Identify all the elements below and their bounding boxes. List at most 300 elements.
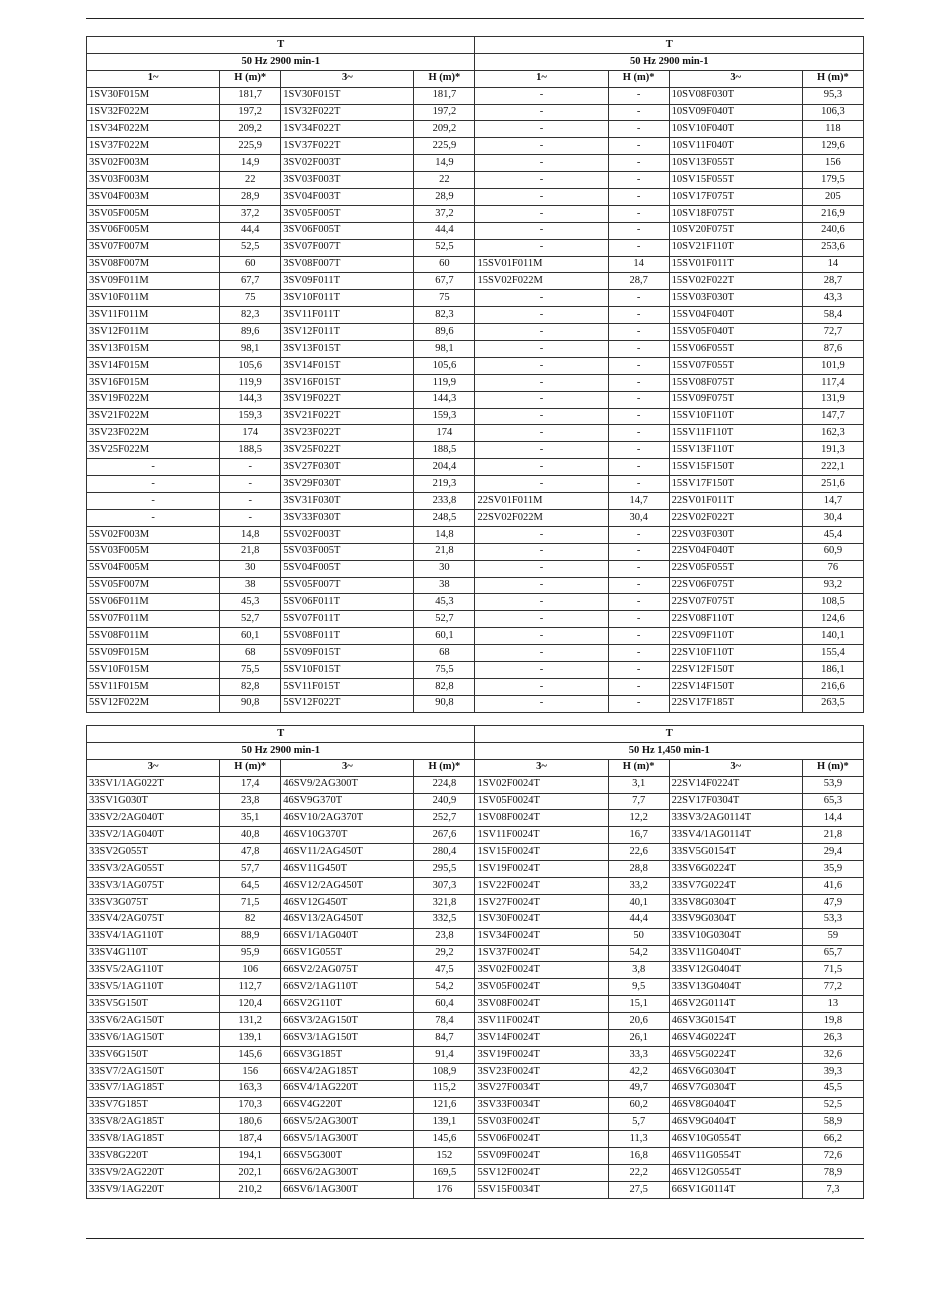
head-cell: 188,5: [414, 442, 475, 459]
head-cell: 43,3: [802, 290, 863, 307]
table-row: [87, 104, 864, 121]
head-cell: 82: [220, 911, 281, 928]
model-cell: 22SV07F075T: [669, 594, 802, 611]
table-row: [87, 341, 864, 358]
model-cell: 1SV37F0024T: [475, 945, 608, 962]
model-cell: 1SV22F0024T: [475, 878, 608, 895]
model-cell: 5SV08F011M: [87, 628, 220, 645]
table-row: [87, 459, 864, 476]
head-cell: -: [608, 577, 669, 594]
model-cell: 22SV14F0224T: [669, 776, 802, 793]
model-cell: 46SV6G0304T: [669, 1063, 802, 1080]
table-row: [87, 374, 864, 391]
head-cell: -: [608, 239, 669, 256]
model-cell: 15SV08F075T: [669, 374, 802, 391]
section-title-left: T: [87, 726, 475, 743]
head-cell: -: [608, 678, 669, 695]
model-cell: 3SV29F030T: [281, 476, 414, 493]
model-cell: 22SV03F030T: [669, 526, 802, 543]
head-cell: 60,9: [802, 543, 863, 560]
head-cell: 53,9: [802, 776, 863, 793]
model-cell: 3SV12F011M: [87, 324, 220, 341]
model-cell: 10SV13F055T: [669, 155, 802, 172]
head-cell: 71,5: [802, 962, 863, 979]
model-cell: 5SV02F003M: [87, 526, 220, 543]
column-header: H (m)*: [608, 70, 669, 87]
head-cell: 37,2: [414, 205, 475, 222]
model-cell: 46SV8G0404T: [669, 1097, 802, 1114]
head-cell: 252,7: [414, 810, 475, 827]
head-cell: 66,2: [802, 1131, 863, 1148]
head-cell: 263,5: [802, 695, 863, 712]
head-cell: 156: [220, 1063, 281, 1080]
head-cell: 20,6: [608, 1013, 669, 1030]
column-header: H (m)*: [414, 70, 475, 87]
head-cell: 40,8: [220, 827, 281, 844]
model-cell: 33SV13G0404T: [669, 979, 802, 996]
model-cell: -: [475, 661, 608, 678]
model-cell: 33SV12G0404T: [669, 962, 802, 979]
model-cell: -: [475, 104, 608, 121]
model-cell: 3SV03F003M: [87, 172, 220, 189]
head-cell: -: [608, 526, 669, 543]
table-row: [87, 810, 864, 827]
model-cell: 5SV10F015T: [281, 661, 414, 678]
head-cell: -: [220, 509, 281, 526]
head-cell: 67,7: [220, 273, 281, 290]
head-cell: -: [608, 560, 669, 577]
head-cell: 90,8: [220, 695, 281, 712]
head-cell: 332,5: [414, 911, 475, 928]
head-cell: 60,1: [414, 628, 475, 645]
head-cell: 59: [802, 928, 863, 945]
model-cell: 33SV8G0304T: [669, 894, 802, 911]
head-cell: 194,1: [220, 1148, 281, 1165]
head-cell: -: [220, 459, 281, 476]
model-cell: -: [475, 155, 608, 172]
head-cell: 129,6: [802, 138, 863, 155]
model-cell: 3SV11F0024T: [475, 1013, 608, 1030]
head-cell: 147,7: [802, 408, 863, 425]
head-cell: 75: [220, 290, 281, 307]
model-cell: -: [87, 459, 220, 476]
head-cell: 162,3: [802, 425, 863, 442]
head-cell: 38: [414, 577, 475, 594]
model-cell: 15SV06F055T: [669, 341, 802, 358]
head-cell: 50: [608, 928, 669, 945]
model-cell: 10SV11F040T: [669, 138, 802, 155]
model-cell: 22SV17F185T: [669, 695, 802, 712]
model-cell: 46SV9G0404T: [669, 1114, 802, 1131]
head-cell: 170,3: [220, 1097, 281, 1114]
head-cell: 120,4: [220, 996, 281, 1013]
head-cell: 26,3: [802, 1030, 863, 1047]
head-cell: 307,3: [414, 878, 475, 895]
head-cell: 95,3: [802, 87, 863, 104]
model-cell: 10SV17F075T: [669, 189, 802, 206]
model-cell: -: [475, 357, 608, 374]
head-cell: 204,4: [414, 459, 475, 476]
model-cell: 10SV21F110T: [669, 239, 802, 256]
table-row: [87, 1030, 864, 1047]
table-row: [87, 205, 864, 222]
head-cell: 30: [220, 560, 281, 577]
model-cell: 46SV13/2AG450T: [281, 911, 414, 928]
head-cell: -: [608, 391, 669, 408]
model-cell: 33SV5G150T: [87, 996, 220, 1013]
model-cell: 3SV07F007T: [281, 239, 414, 256]
head-cell: -: [608, 645, 669, 662]
head-cell: 45,3: [414, 594, 475, 611]
model-cell: 1SV30F015T: [281, 87, 414, 104]
model-cell: 1SV11F0024T: [475, 827, 608, 844]
head-cell: -: [608, 87, 669, 104]
head-cell: 187,4: [220, 1131, 281, 1148]
model-cell: 5SV09F015T: [281, 645, 414, 662]
head-cell: 3,1: [608, 776, 669, 793]
model-cell: 5SV06F011T: [281, 594, 414, 611]
model-cell: 3SV03F003T: [281, 172, 414, 189]
model-cell: 15SV02F022T: [669, 273, 802, 290]
head-cell: 209,2: [414, 121, 475, 138]
model-cell: 3SV27F030T: [281, 459, 414, 476]
head-cell: -: [608, 442, 669, 459]
head-cell: 41,6: [802, 878, 863, 895]
frequency-left: 50 Hz 2900 min-1: [87, 53, 475, 70]
head-cell: 131,2: [220, 1013, 281, 1030]
model-cell: 1SV34F022T: [281, 121, 414, 138]
model-cell: 3SV06F005T: [281, 222, 414, 239]
model-cell: 3SV27F0034T: [475, 1080, 608, 1097]
table-row: [87, 1080, 864, 1097]
head-cell: 205: [802, 189, 863, 206]
model-cell: 33SV1/1AG022T: [87, 776, 220, 793]
head-cell: 118: [802, 121, 863, 138]
model-cell: 3SV13F015T: [281, 341, 414, 358]
head-cell: 90,8: [414, 695, 475, 712]
head-cell: 28,8: [608, 861, 669, 878]
model-cell: 66SV4/2AG185T: [281, 1063, 414, 1080]
table-row: [87, 894, 864, 911]
top-rule: [86, 18, 864, 19]
head-cell: 21,8: [220, 543, 281, 560]
head-cell: 131,9: [802, 391, 863, 408]
column-header: 1~: [87, 70, 220, 87]
head-cell: 78,4: [414, 1013, 475, 1030]
frequency-right: 50 Hz 2900 min-1: [475, 53, 864, 70]
model-cell: 33SV9/2AG220T: [87, 1165, 220, 1182]
table-row: [87, 628, 864, 645]
head-cell: 145,6: [414, 1131, 475, 1148]
head-cell: -: [608, 172, 669, 189]
head-cell: 216,6: [802, 678, 863, 695]
model-cell: 46SV11/2AG450T: [281, 844, 414, 861]
table-row: [87, 1148, 864, 1165]
model-cell: 33SV7G185T: [87, 1097, 220, 1114]
head-cell: 45,4: [802, 526, 863, 543]
table-row: [87, 1063, 864, 1080]
model-cell: 10SV09F040T: [669, 104, 802, 121]
head-cell: 210,2: [220, 1182, 281, 1199]
model-cell: 33SV5G0154T: [669, 844, 802, 861]
model-cell: 15SV01F011M: [475, 256, 608, 273]
model-cell: -: [475, 594, 608, 611]
table-row: [87, 273, 864, 290]
head-cell: 240,6: [802, 222, 863, 239]
model-cell: 46SV10G370T: [281, 827, 414, 844]
head-cell: 139,1: [414, 1114, 475, 1131]
table-row: [87, 776, 864, 793]
model-cell: 1SV08F0024T: [475, 810, 608, 827]
table-row: [87, 172, 864, 189]
column-header: H (m)*: [414, 759, 475, 776]
model-cell: 66SV6/2AG300T: [281, 1165, 414, 1182]
model-cell: 5SV11F015T: [281, 678, 414, 695]
model-cell: 5SV08F011T: [281, 628, 414, 645]
head-cell: 65,3: [802, 793, 863, 810]
frequency-right: 50 Hz 1,450 min-1: [475, 742, 864, 759]
model-cell: 33SV2G055T: [87, 844, 220, 861]
table-row: [87, 121, 864, 138]
model-cell: 46SV9/2AG300T: [281, 776, 414, 793]
head-cell: 72,6: [802, 1148, 863, 1165]
model-cell: -: [475, 560, 608, 577]
head-cell: 105,6: [220, 357, 281, 374]
head-cell: 78,9: [802, 1165, 863, 1182]
table-row: [87, 844, 864, 861]
head-cell: 30,4: [802, 509, 863, 526]
model-cell: 66SV6/1AG300T: [281, 1182, 414, 1199]
table-row: [87, 678, 864, 695]
model-cell: 3SV09F011T: [281, 273, 414, 290]
model-cell: 15SV11F110T: [669, 425, 802, 442]
table-row: [87, 476, 864, 493]
model-cell: 33SV4/1AG110T: [87, 928, 220, 945]
head-cell: 68: [220, 645, 281, 662]
table-row: [87, 189, 864, 206]
model-cell: 5SV12F0024T: [475, 1165, 608, 1182]
model-cell: -: [87, 476, 220, 493]
head-cell: 60: [414, 256, 475, 273]
frequency-row: [87, 742, 864, 759]
model-cell: 3SV21F022T: [281, 408, 414, 425]
head-cell: 98,1: [220, 341, 281, 358]
column-header: H (m)*: [802, 70, 863, 87]
table-row: [87, 509, 864, 526]
model-cell: -: [475, 695, 608, 712]
model-cell: 5SV03F0024T: [475, 1114, 608, 1131]
model-cell: 10SV08F030T: [669, 87, 802, 104]
model-cell: -: [475, 476, 608, 493]
model-cell: 46SV11G450T: [281, 861, 414, 878]
model-cell: 3SV16F015M: [87, 374, 220, 391]
model-cell: 5SV12F022T: [281, 695, 414, 712]
column-header: 3~: [475, 759, 608, 776]
head-cell: 47,5: [414, 962, 475, 979]
head-cell: 52,5: [414, 239, 475, 256]
table-row: [87, 526, 864, 543]
column-header: H (m)*: [802, 759, 863, 776]
head-cell: 105,6: [414, 357, 475, 374]
head-cell: 82,3: [414, 307, 475, 324]
model-cell: -: [475, 645, 608, 662]
head-cell: 321,8: [414, 894, 475, 911]
table-row: [87, 307, 864, 324]
head-cell: -: [608, 138, 669, 155]
model-cell: 15SV09F075T: [669, 391, 802, 408]
table-row: [87, 661, 864, 678]
head-cell: 222,1: [802, 459, 863, 476]
table-row: [87, 222, 864, 239]
head-cell: 67,7: [414, 273, 475, 290]
head-cell: 191,3: [802, 442, 863, 459]
head-cell: 14,8: [220, 526, 281, 543]
head-cell: -: [608, 357, 669, 374]
table-row: [87, 425, 864, 442]
model-cell: 5SV04F005T: [281, 560, 414, 577]
head-cell: 14: [608, 256, 669, 273]
head-cell: 64,5: [220, 878, 281, 895]
model-cell: 46SV12G0554T: [669, 1165, 802, 1182]
head-cell: 89,6: [220, 324, 281, 341]
model-cell: 33SV9/1AG220T: [87, 1182, 220, 1199]
head-cell: -: [608, 324, 669, 341]
model-cell: 66SV1/1AG040T: [281, 928, 414, 945]
table-row: [87, 1013, 864, 1030]
model-cell: 22SV09F110T: [669, 628, 802, 645]
head-cell: 181,7: [414, 87, 475, 104]
head-cell: 35,9: [802, 861, 863, 878]
head-cell: 35,1: [220, 810, 281, 827]
table-row: [87, 793, 864, 810]
model-cell: 22SV08F110T: [669, 611, 802, 628]
table-row: [87, 996, 864, 1013]
model-cell: 3SV07F007M: [87, 239, 220, 256]
column-header-row: [87, 70, 864, 87]
head-cell: 14,9: [414, 155, 475, 172]
head-cell: 88,9: [220, 928, 281, 945]
head-cell: 47,8: [220, 844, 281, 861]
model-cell: -: [87, 493, 220, 510]
head-cell: 174: [414, 425, 475, 442]
head-cell: 174: [220, 425, 281, 442]
model-cell: 15SV05F040T: [669, 324, 802, 341]
head-cell: 53,3: [802, 911, 863, 928]
model-cell: 15SV10F110T: [669, 408, 802, 425]
head-cell: 82,8: [414, 678, 475, 695]
table-row: [87, 493, 864, 510]
head-cell: 16,8: [608, 1148, 669, 1165]
section-title-right: T: [475, 726, 864, 743]
head-cell: 22,6: [608, 844, 669, 861]
model-cell: 33SV6G150T: [87, 1046, 220, 1063]
model-cell: 33SV8G220T: [87, 1148, 220, 1165]
head-cell: 13: [802, 996, 863, 1013]
model-cell: 22SV01F011M: [475, 493, 608, 510]
table-row: [87, 645, 864, 662]
table-row: [87, 878, 864, 895]
head-cell: 23,8: [220, 793, 281, 810]
model-cell: 33SV1G030T: [87, 793, 220, 810]
model-cell: 5SV07F011M: [87, 611, 220, 628]
head-cell: 11,3: [608, 1131, 669, 1148]
column-header: 3~: [281, 759, 414, 776]
model-cell: 5SV15F0034T: [475, 1182, 608, 1199]
model-cell: 3SV10F011M: [87, 290, 220, 307]
column-header: H (m)*: [608, 759, 669, 776]
head-cell: 156: [802, 155, 863, 172]
model-cell: 1SV30F0024T: [475, 911, 608, 928]
model-cell: -: [475, 222, 608, 239]
model-cell: 33SV7G0224T: [669, 878, 802, 895]
model-cell: -: [475, 290, 608, 307]
head-cell: -: [608, 307, 669, 324]
model-cell: -: [475, 205, 608, 222]
model-cell: 1SV32F022T: [281, 104, 414, 121]
table-row: [87, 695, 864, 712]
head-cell: 54,2: [414, 979, 475, 996]
model-cell: 3SV25F022M: [87, 442, 220, 459]
model-cell: -: [475, 121, 608, 138]
head-cell: 216,9: [802, 205, 863, 222]
head-cell: 219,3: [414, 476, 475, 493]
model-cell: 3SV02F0024T: [475, 962, 608, 979]
head-cell: 17,4: [220, 776, 281, 793]
section-title-row: [87, 37, 864, 54]
table-row: [87, 560, 864, 577]
model-cell: 33SV8/1AG185T: [87, 1131, 220, 1148]
column-header: 3~: [669, 70, 802, 87]
head-cell: 144,3: [414, 391, 475, 408]
model-cell: 5SV05F007T: [281, 577, 414, 594]
table-row: [87, 827, 864, 844]
model-cell: 22SV12F150T: [669, 661, 802, 678]
head-cell: 9,5: [608, 979, 669, 996]
head-cell: -: [608, 425, 669, 442]
head-cell: 22: [414, 172, 475, 189]
head-cell: 77,2: [802, 979, 863, 996]
model-cell: 33SV4/1AG0114T: [669, 827, 802, 844]
model-cell: 5SV04F005M: [87, 560, 220, 577]
model-cell: 3SV23F022T: [281, 425, 414, 442]
head-cell: 186,1: [802, 661, 863, 678]
model-cell: 5SV03F005M: [87, 543, 220, 560]
model-cell: 3SV14F0024T: [475, 1030, 608, 1047]
head-cell: 58,4: [802, 307, 863, 324]
model-cell: 66SV4G220T: [281, 1097, 414, 1114]
head-cell: 89,6: [414, 324, 475, 341]
head-cell: 180,6: [220, 1114, 281, 1131]
model-cell: 1SV15F0024T: [475, 844, 608, 861]
head-cell: -: [608, 611, 669, 628]
model-cell: 3SV02F003M: [87, 155, 220, 172]
head-cell: 95,9: [220, 945, 281, 962]
model-cell: 33SV5/2AG110T: [87, 962, 220, 979]
head-cell: 71,5: [220, 894, 281, 911]
model-cell: 10SV10F040T: [669, 121, 802, 138]
head-cell: 39,3: [802, 1063, 863, 1080]
model-cell: 66SV3G185T: [281, 1046, 414, 1063]
head-cell: 197,2: [220, 104, 281, 121]
model-cell: -: [475, 526, 608, 543]
column-header: 3~: [87, 759, 220, 776]
model-cell: 33SV10G0304T: [669, 928, 802, 945]
head-cell: 121,6: [414, 1097, 475, 1114]
model-cell: 3SV06F005M: [87, 222, 220, 239]
head-cell: 169,5: [414, 1165, 475, 1182]
head-cell: 91,4: [414, 1046, 475, 1063]
model-cell: 3SV13F015M: [87, 341, 220, 358]
